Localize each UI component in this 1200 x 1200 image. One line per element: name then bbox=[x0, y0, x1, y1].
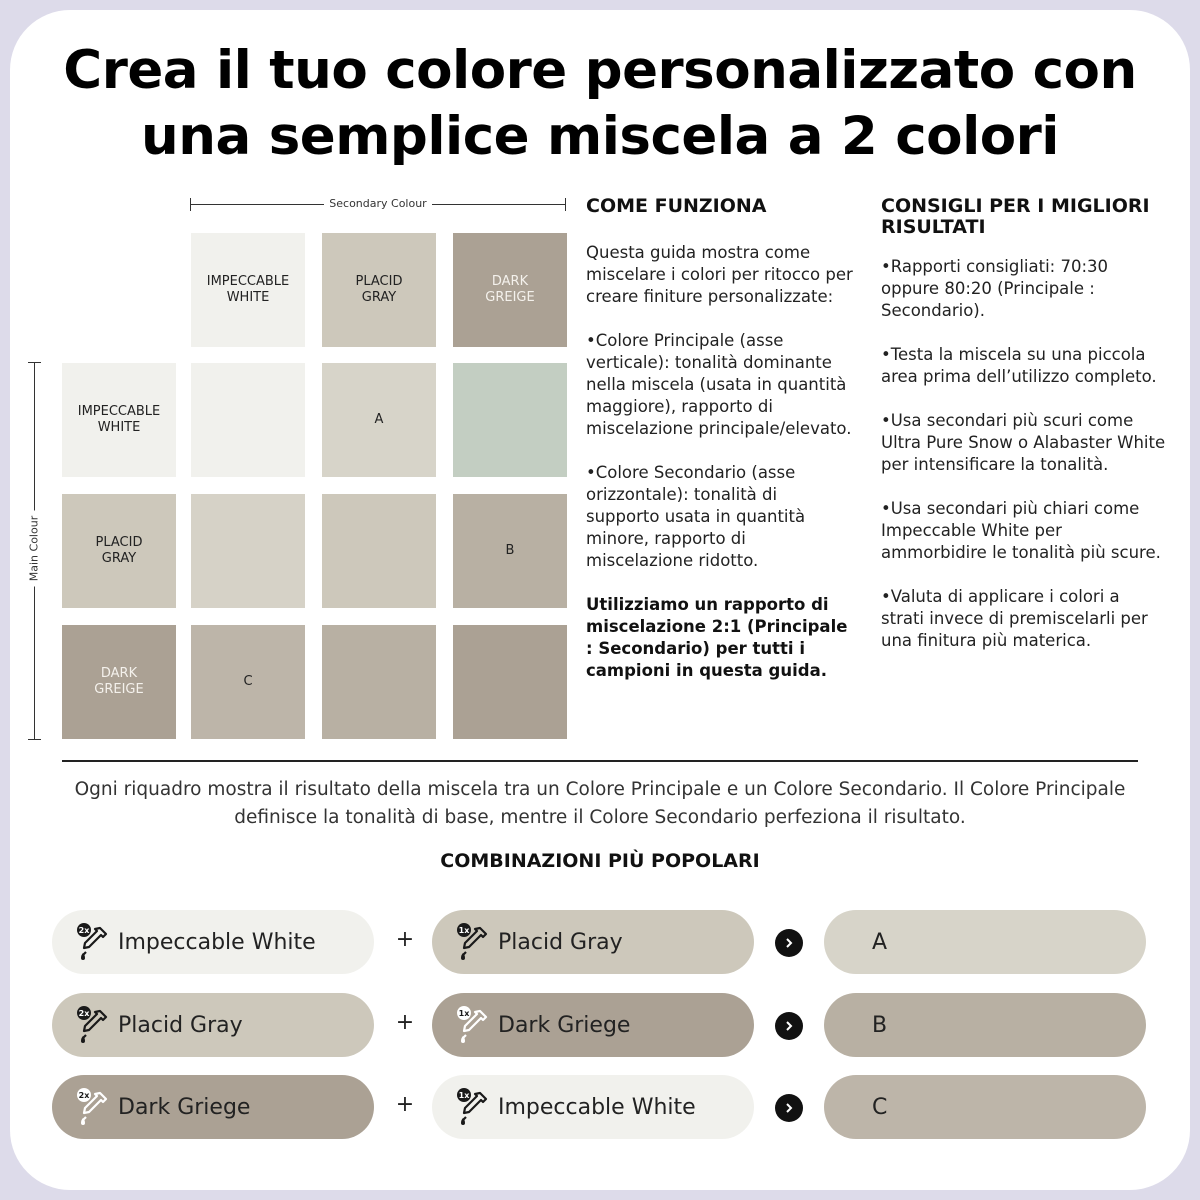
tip-darker: •Usa secondari più scuri come Ultra Pure Snow o Alabaster White per intensificare la tonalità. bbox=[881, 411, 1166, 474]
plus-sign: + bbox=[395, 1092, 415, 1117]
mix-cell bbox=[191, 494, 305, 608]
main-colour-name: Placid Gray bbox=[118, 1012, 243, 1038]
secondary-colour-pill bbox=[432, 993, 754, 1057]
mix-cell bbox=[322, 494, 436, 608]
tip-test: •Testa la miscela su una piccola area prima dell’utilizzo completo. bbox=[881, 345, 1157, 386]
main-colour-name: Dark Griege bbox=[118, 1094, 251, 1120]
divider bbox=[62, 760, 1138, 762]
mix-cell bbox=[322, 625, 436, 739]
column-header-placid-gray: PLACID GRAY bbox=[322, 233, 436, 347]
dropper-icon bbox=[76, 922, 110, 962]
result-pill bbox=[824, 993, 1146, 1057]
arrow-right-icon bbox=[775, 929, 803, 957]
svg-text:1x: 1x bbox=[458, 1009, 470, 1018]
main-colour-pill bbox=[52, 993, 374, 1057]
dropper-icon bbox=[456, 1087, 490, 1127]
result-pill bbox=[824, 910, 1146, 974]
popular-combinations-title: COMBINAZIONI PIÙ POPOLARI bbox=[440, 850, 760, 872]
dropper-icon bbox=[456, 1005, 490, 1045]
caption: Ogni riquadro mostra il risultato della miscela tra un Colore Principale e un Colore Secondario. Il Colore Principale definisce la tonalità di base, mentre il Colore Secondario perfeziona il risultato. bbox=[74, 779, 1126, 828]
title-line-2: una semplice miscela a 2 colori bbox=[141, 106, 1059, 167]
dropper-icon bbox=[456, 922, 490, 962]
row-header-impeccable-white: IMPECCABLE WHITE bbox=[62, 363, 176, 477]
result-label: B bbox=[872, 1012, 888, 1038]
how-it-works-intro: Questa guida mostra come miscelare i colori per ritocco per creare finiture personalizzate: bbox=[586, 243, 853, 306]
tip-lighter: •Usa secondari più chiari come Impeccable White per ammorbidire le tonalità più scure. bbox=[881, 499, 1161, 562]
secondary-colour-name: Dark Griege bbox=[498, 1012, 631, 1038]
main-axis-label: Main Colour bbox=[28, 511, 41, 586]
secondary-colour-pill bbox=[432, 910, 754, 974]
svg-text:1x: 1x bbox=[458, 1091, 470, 1100]
plus-sign: + bbox=[395, 1010, 415, 1035]
row-header-dark-greige: DARK GREIGE bbox=[62, 625, 176, 739]
row-header-placid-gray: PLACID GRAY bbox=[62, 494, 176, 608]
arrow-right-icon bbox=[775, 1094, 803, 1122]
main-colour-pill bbox=[52, 1075, 374, 1139]
how-it-works-heading: COME FUNZIONA bbox=[586, 195, 767, 217]
mix-cell bbox=[453, 363, 567, 477]
mix-cell bbox=[453, 625, 567, 739]
main-colour-name: Impeccable White bbox=[118, 929, 316, 955]
column-header-impeccable-white: IMPECCABLE WHITE bbox=[191, 233, 305, 347]
svg-text:2x: 2x bbox=[78, 1009, 90, 1018]
dropper-icon bbox=[76, 1005, 110, 1045]
page-title bbox=[0, 38, 1200, 170]
mix-cell bbox=[191, 363, 305, 477]
svg-text:2x: 2x bbox=[78, 926, 90, 935]
secondary-colour-name: Impeccable White bbox=[498, 1094, 696, 1120]
how-it-works-ratio-note: Utilizziamo un rapporto di miscelazione 2:1 (Principale : Secondario) per tutti i campioni in questa guida. bbox=[586, 595, 848, 680]
secondary-colour-pill bbox=[432, 1075, 754, 1139]
column-header-dark-greige: DARK GREIGE bbox=[453, 233, 567, 347]
svg-text:1x: 1x bbox=[458, 926, 470, 935]
how-it-works-text bbox=[586, 242, 854, 704]
mix-cell: B bbox=[453, 494, 567, 608]
mix-cell: A bbox=[322, 363, 436, 477]
svg-text:2x: 2x bbox=[78, 1091, 90, 1100]
main-axis bbox=[24, 362, 44, 740]
secondary-axis-label: Secondary Colour bbox=[324, 197, 431, 210]
dropper-icon bbox=[76, 1087, 110, 1127]
result-pill bbox=[824, 1075, 1146, 1139]
mix-cell: C bbox=[191, 625, 305, 739]
tips-text bbox=[881, 256, 1166, 674]
tips-heading: CONSIGLI PER I MIGLIORI RISULTATI bbox=[881, 195, 1150, 238]
how-it-works-main-colour: •Colore Principale (asse verticale): tonalità dominante nella miscela (usata in quantità maggiore), rapporto di miscelazione principale/elevato. bbox=[586, 331, 852, 438]
result-label: C bbox=[872, 1094, 888, 1120]
result-label: A bbox=[872, 929, 888, 955]
main-colour-pill bbox=[52, 910, 374, 974]
tip-ratios: •Rapporti consigliati: 70:30 oppure 80:20 (Principale : Secondario). bbox=[881, 257, 1109, 320]
secondary-axis bbox=[190, 194, 566, 214]
tip-layering: •Valuta di applicare i colori a strati invece di premiscelarli per una finitura più materica. bbox=[881, 587, 1148, 650]
secondary-colour-name: Placid Gray bbox=[498, 929, 623, 955]
arrow-right-icon bbox=[775, 1012, 803, 1040]
title-line-1: Crea il tuo colore personalizzato con bbox=[63, 40, 1137, 101]
plus-sign: + bbox=[395, 927, 415, 952]
how-it-works-secondary-colour: •Colore Secondario (asse orizzontale): tonalità di supporto usata in quantità minore, rapporto di miscelazione ridotto. bbox=[586, 463, 806, 570]
